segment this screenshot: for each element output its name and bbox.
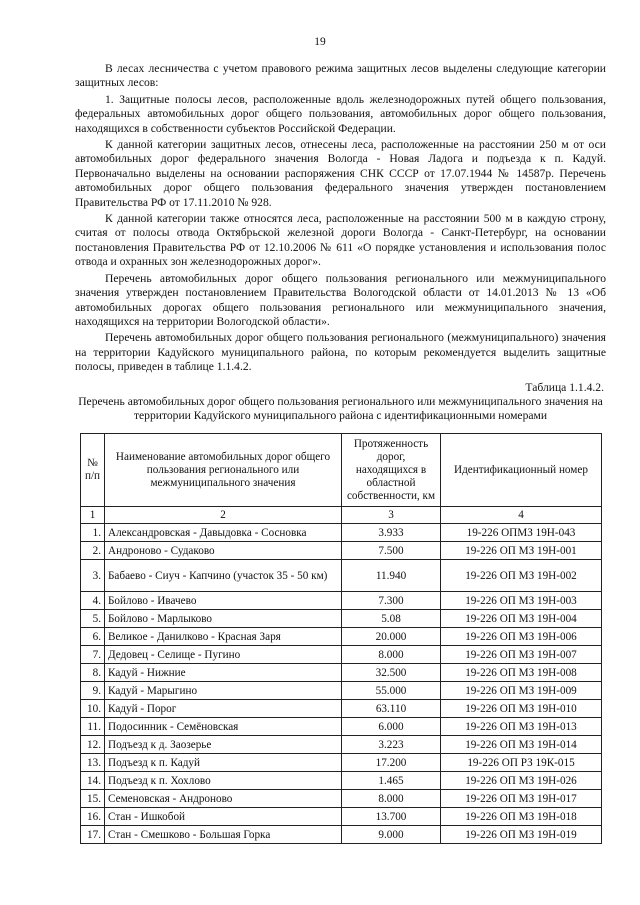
road-length: 11.940: [342, 560, 441, 592]
table-label: Таблица 1.1.4.2.: [525, 381, 604, 394]
row-number: 17.: [81, 826, 105, 844]
road-length: 7.300: [342, 592, 441, 610]
road-name: Подъезд к п. Кадуй: [105, 754, 342, 772]
row-number: 12.: [81, 736, 105, 754]
table-row: [81, 646, 602, 664]
road-id: 19-226 ОП МЗ 19Н-017: [441, 790, 602, 808]
road-length: 63.110: [342, 700, 441, 718]
column-index: 2: [105, 507, 342, 524]
table-caption: Перечень автомобильных дорог общего пользования регионального или межмуниципального значения на территории Кадуйского муниципального района с идентификационными номерами: [78, 395, 603, 423]
column-header-name: Наименование автомобильных дорог общего пользования регионального или межмуниципального значения: [105, 434, 342, 507]
table-row: [81, 610, 602, 628]
road-name: Подосинник - Семёновская: [105, 718, 342, 736]
road-name: Александровская - Давыдовка - Сосновка: [105, 524, 342, 542]
table-row: [81, 524, 602, 542]
row-number: 15.: [81, 790, 105, 808]
row-number: 5.: [81, 610, 105, 628]
table-row: [81, 592, 602, 610]
road-length: 55.000: [342, 682, 441, 700]
road-name: Подъезд к п. Хохлово: [105, 772, 342, 790]
road-id: 19-226 ОП МЗ 19Н-008: [441, 664, 602, 682]
row-number: 11.: [81, 718, 105, 736]
road-length: 5.08: [342, 610, 441, 628]
road-length: 1.465: [342, 772, 441, 790]
road-length: 6.000: [342, 718, 441, 736]
road-length: 17.200: [342, 754, 441, 772]
paragraph: Перечень автомобильных дорог общего пользования регионального (межмуниципального) значения на территории Кадуйского муниципального района, по которым рекомендуется выделить защитные полосы, приведен в таблице 1.1.4.2.: [75, 331, 606, 374]
road-id: 19-226 ОП МЗ 19Н-006: [441, 628, 602, 646]
road-name: Андроново - Судаково: [105, 542, 342, 560]
table-body: [81, 507, 602, 844]
road-length: 32.500: [342, 664, 441, 682]
row-number: 7.: [81, 646, 105, 664]
road-length: 3.933: [342, 524, 441, 542]
row-number: 14.: [81, 772, 105, 790]
road-id: 19-226 ОП РЗ 19К-015: [441, 754, 602, 772]
table-row: [81, 790, 602, 808]
road-length: 20.000: [342, 628, 441, 646]
road-name: Дедовец - Селище - Пугино: [105, 646, 342, 664]
road-length: 3.223: [342, 736, 441, 754]
row-number: 8.: [81, 664, 105, 682]
road-name: Бойлово - Ивачево: [105, 592, 342, 610]
road-name: Кадуй - Нижние: [105, 664, 342, 682]
road-name: Стан - Смешково - Большая Горка: [105, 826, 342, 844]
table-row: [81, 826, 602, 844]
road-id: 19-226 ОП МЗ 19Н-007: [441, 646, 602, 664]
road-name: Стан - Ишкобой: [105, 808, 342, 826]
row-number: 1.: [81, 524, 105, 542]
road-length: 8.000: [342, 646, 441, 664]
roads-table: [80, 433, 602, 844]
row-number: 3.: [81, 560, 105, 592]
table-row: [81, 808, 602, 826]
column-header-length: Протяженность дорог, находящихся в областной собственности, км: [342, 434, 441, 507]
row-number: 13.: [81, 754, 105, 772]
road-id: 19-226 ОП МЗ 19Н-010: [441, 700, 602, 718]
paragraph: К данной категории защитных лесов, отнесены леса, расположенные на расстоянии 250 м от оси автомобильных дорог федерального значения Вологда - Новая Ладога и подъезда к п. Кадуй. Первоначально выделены на основании распоряжения СНК СССР от 17.07.1944 № 14587р. Перечень автомобильных дорог общего пользования федерального значения утвержден постановлением Правительства РФ от 17.11.2010 № 928.: [75, 138, 606, 209]
table-row: [81, 736, 602, 754]
column-index: 3: [342, 507, 441, 524]
column-index-row: [81, 507, 602, 524]
road-name: Бойлово - Марлыково: [105, 610, 342, 628]
road-length: 13.700: [342, 808, 441, 826]
road-id: 19-226 ОП МЗ 19Н-004: [441, 610, 602, 628]
column-index: 1: [81, 507, 105, 524]
road-id: 19-226 ОП МЗ 19Н-013: [441, 718, 602, 736]
road-length: 9.000: [342, 826, 441, 844]
paragraph: В лесах лесничества с учетом правового режима защитных лесов выделены следующие категории защитных лесов:: [75, 62, 606, 90]
paragraph: Перечень автомобильных дорог общего пользования регионального или межмуниципального значения утвержден постановлением Правительства Вологодской области от 14.01.2013 № 13 «Об автомобильных дорогах общего пользования регионального или межмуниципального значения, находящихся на территории Вологодской области».: [75, 271, 606, 328]
body-text: [75, 62, 606, 377]
table-row: [81, 718, 602, 736]
row-number: 10.: [81, 700, 105, 718]
road-id: 19-226 ОП МЗ 19Н-026: [441, 772, 602, 790]
table-row: [81, 560, 602, 592]
column-header-number: № п/п: [81, 434, 105, 507]
road-name: Кадуй - Порог: [105, 700, 342, 718]
paragraph: 1. Защитные полосы лесов, расположенные вдоль железнодорожных путей общего пользования, федеральных автомобильных дорог общего пользования, автомобильных дорог общего пользования, находящихся в собственности субъектов Российской Федерации.: [75, 92, 606, 135]
row-number: 16.: [81, 808, 105, 826]
road-id: 19-226 ОП МЗ 19Н-003: [441, 592, 602, 610]
road-id: 19-226 ОП МЗ 19Н-001: [441, 542, 602, 560]
row-number: 6.: [81, 628, 105, 646]
road-id: 19-226 ОП МЗ 19Н-009: [441, 682, 602, 700]
road-length: 8.000: [342, 790, 441, 808]
table-row: [81, 772, 602, 790]
table-row: [81, 700, 602, 718]
column-header-id: Идентификационный номер: [441, 434, 602, 507]
row-number: 4.: [81, 592, 105, 610]
page-number: 19: [314, 36, 326, 48]
road-id: 19-226 ОП МЗ 19Н-014: [441, 736, 602, 754]
road-id: 19-226 ОП МЗ 19Н-018: [441, 808, 602, 826]
road-name: Семеновская - Андроново: [105, 790, 342, 808]
row-number: 2.: [81, 542, 105, 560]
table-row: [81, 542, 602, 560]
table-header-row: [81, 434, 602, 507]
road-name: Бабаево - Сиуч - Капчино (участок 35 - 50 км): [105, 560, 342, 592]
column-index: 4: [441, 507, 602, 524]
table-row: [81, 628, 602, 646]
road-id: 19-226 ОПМЗ 19Н-043: [441, 524, 602, 542]
row-number: 9.: [81, 682, 105, 700]
road-name: Подъезд к д. Заозерье: [105, 736, 342, 754]
road-name: Кадуй - Марыгино: [105, 682, 342, 700]
road-id: 19-226 ОП МЗ 19Н-002: [441, 560, 602, 592]
table-row: [81, 754, 602, 772]
table-row: [81, 682, 602, 700]
road-name: Великое - Данилково - Красная Заря: [105, 628, 342, 646]
road-id: 19-226 ОП МЗ 19Н-019: [441, 826, 602, 844]
road-length: 7.500: [342, 542, 441, 560]
paragraph: К данной категории также относятся леса, расположенные на расстоянии 500 м в каждую строну, считая от полосы отвода Октябрьской железной дороги Вологда - Санкт-Петербург, на основании постановления Правительства РФ от 12.10.2006 № 611 «О порядке установления и использования полос отвода и охранных зон железнодорожных дорог».: [75, 212, 606, 269]
table-row: [81, 664, 602, 682]
